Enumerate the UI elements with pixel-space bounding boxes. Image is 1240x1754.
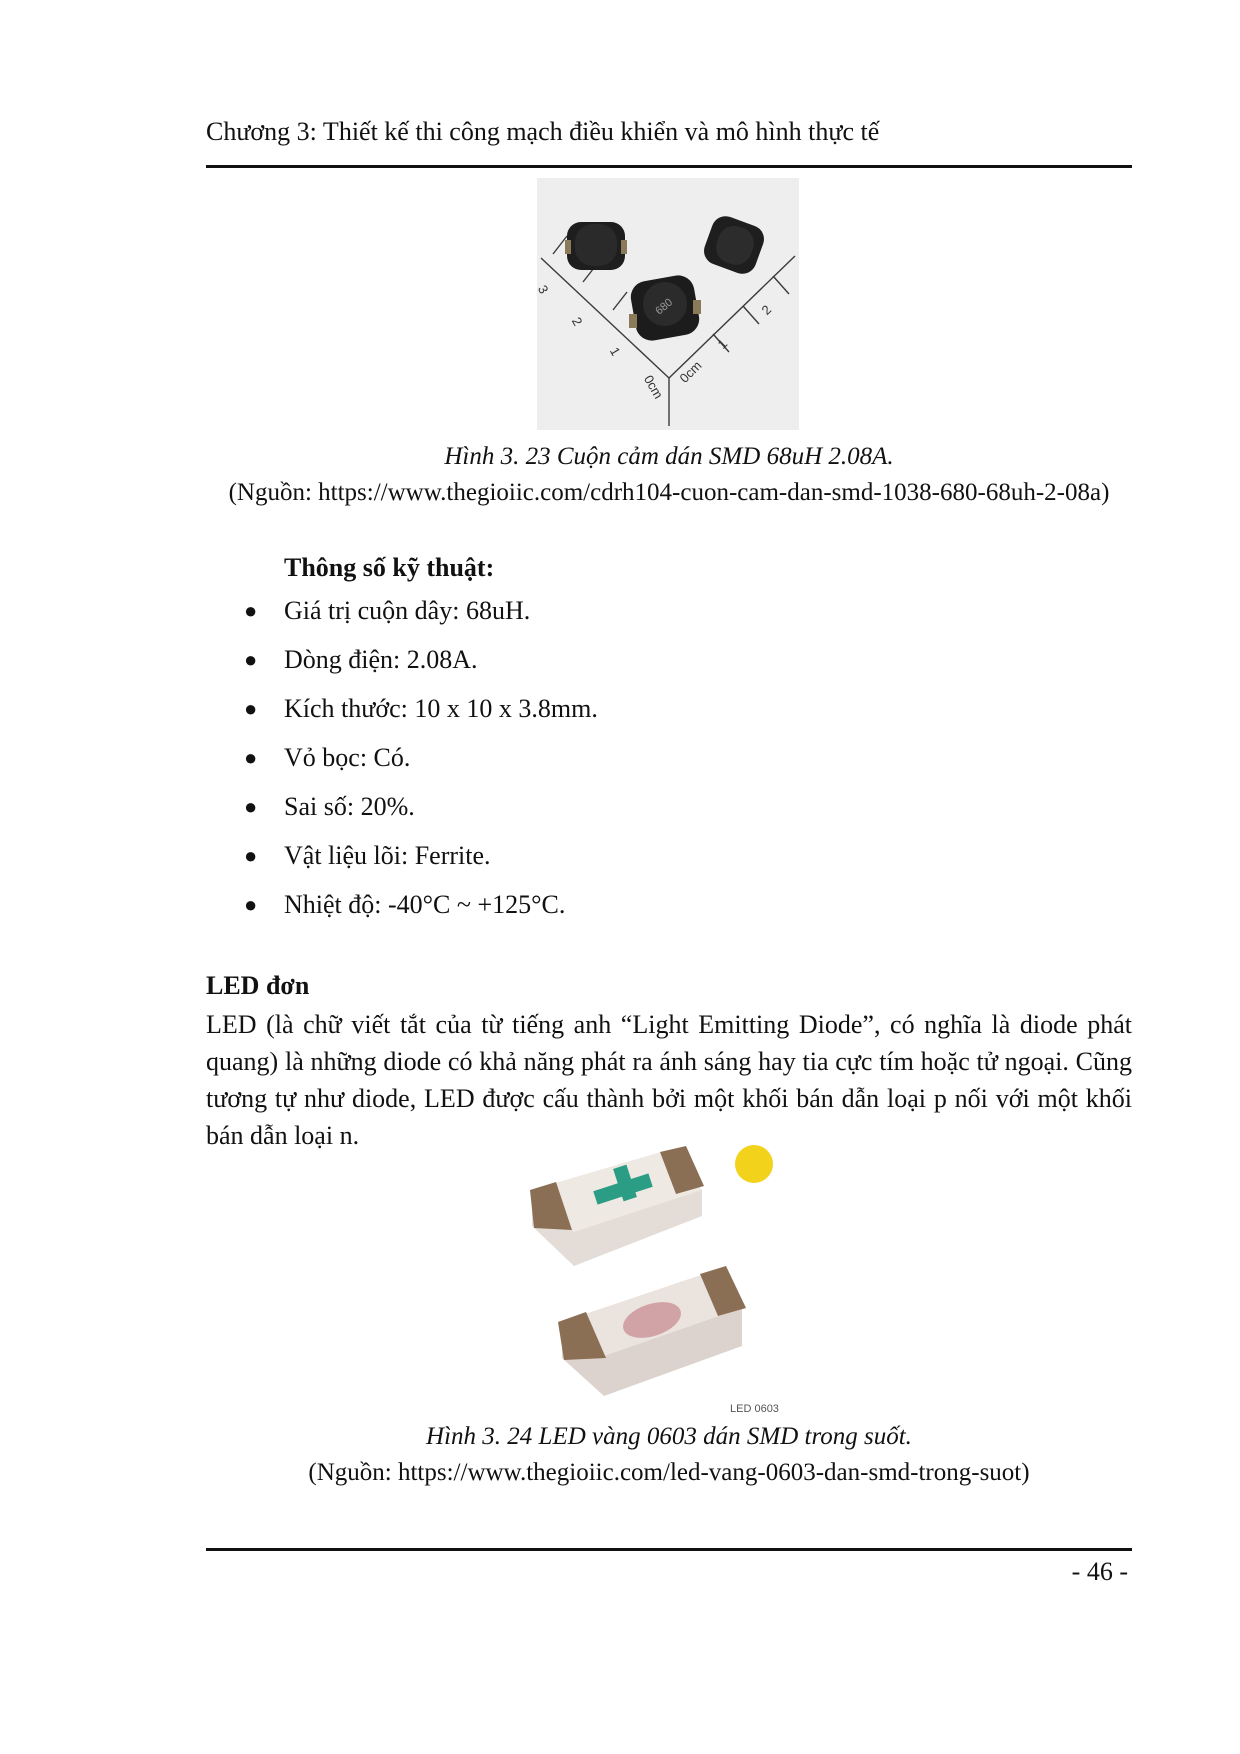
led-section-heading: LED đơn	[206, 971, 310, 1000]
ruler-label-2-right: 2	[758, 302, 775, 318]
figure-1-caption: Hình 3. 23 Cuộn cảm dán SMD 68uH 2.08A.	[444, 443, 894, 470]
header-divider	[206, 165, 1132, 168]
spec-item: ● Sai số: 20%.	[244, 792, 415, 821]
ruler-label-1: 1	[606, 344, 624, 359]
bullet-icon: ●	[244, 696, 258, 721]
inductor-center	[628, 273, 701, 343]
spec-item: ● Giá trị cuộn dây: 68uH.	[244, 596, 531, 625]
ruler-label-1-right: 1	[714, 336, 731, 352]
led-description: LED (là chữ viết tắt của từ tiếng anh “Light Emitting Diode”, có nghĩa là diode phát quang) là những diode có khả năng phát ra ánh sáng hay tia cực tím hoặc tử ngoại. Cũng tương tự như diode, LED được cấu thành bởi một khối bán dẫn loại p nối với một khối bán dẫn loại n.	[206, 1010, 1132, 1150]
ruler-label-0cm-left: 0cm	[640, 372, 667, 402]
specs-heading: Thông số kỹ thuật:	[284, 553, 495, 582]
inductor-photo	[534, 178, 799, 430]
spec-item: ● Vỏ bọc: Có.	[244, 743, 411, 772]
bullet-icon: ●	[244, 745, 258, 770]
ruler-label-2: 2	[568, 314, 586, 329]
led-image-label: LED 0603	[730, 1403, 779, 1415]
figure-2-caption: Hình 3. 24 LED vàng 0603 dán SMD trong suốt.	[426, 1423, 912, 1450]
yellow-color-dot	[735, 1145, 773, 1183]
inductor-marking: 680	[653, 296, 676, 318]
page-number: - 46 -	[1071, 1557, 1128, 1586]
ruler-label-0cm-right: 0cm	[676, 357, 705, 386]
bullet-icon: ●	[244, 892, 258, 917]
specs-list	[240, 595, 598, 938]
page-header-title: Chương 3: Thiết kế thi công mạch điều khiển và mô hình thực tế	[206, 117, 880, 146]
spec-item: ● Dòng điện: 2.08A.	[244, 645, 478, 674]
bullet-icon: ●	[244, 647, 258, 672]
spec-item: ● Vật liệu lõi: Ferrite.	[244, 841, 491, 870]
inductor-left	[565, 222, 627, 270]
figure-1-source: (Nguồn: https://www.thegioiic.com/cdrh104-cuon-cam-dan-smd-1038-680-68uh-2-08a)	[228, 479, 1110, 506]
led-photo	[520, 1150, 820, 1418]
bullet-icon: ●	[244, 794, 258, 819]
ruler-label-3: 3	[534, 282, 552, 297]
bullet-icon: ●	[244, 598, 258, 623]
footer-divider	[206, 1548, 1132, 1551]
spec-item: ● Nhiệt độ: -40°C ~ +125°C.	[244, 890, 566, 919]
figure-2-source: (Nguồn: https://www.thegioiic.com/led-vang-0603-dan-smd-trong-suot)	[308, 1459, 1030, 1486]
bullet-icon: ●	[244, 843, 258, 868]
spec-item: ● Kích thước: 10 x 10 x 3.8mm.	[244, 694, 598, 723]
